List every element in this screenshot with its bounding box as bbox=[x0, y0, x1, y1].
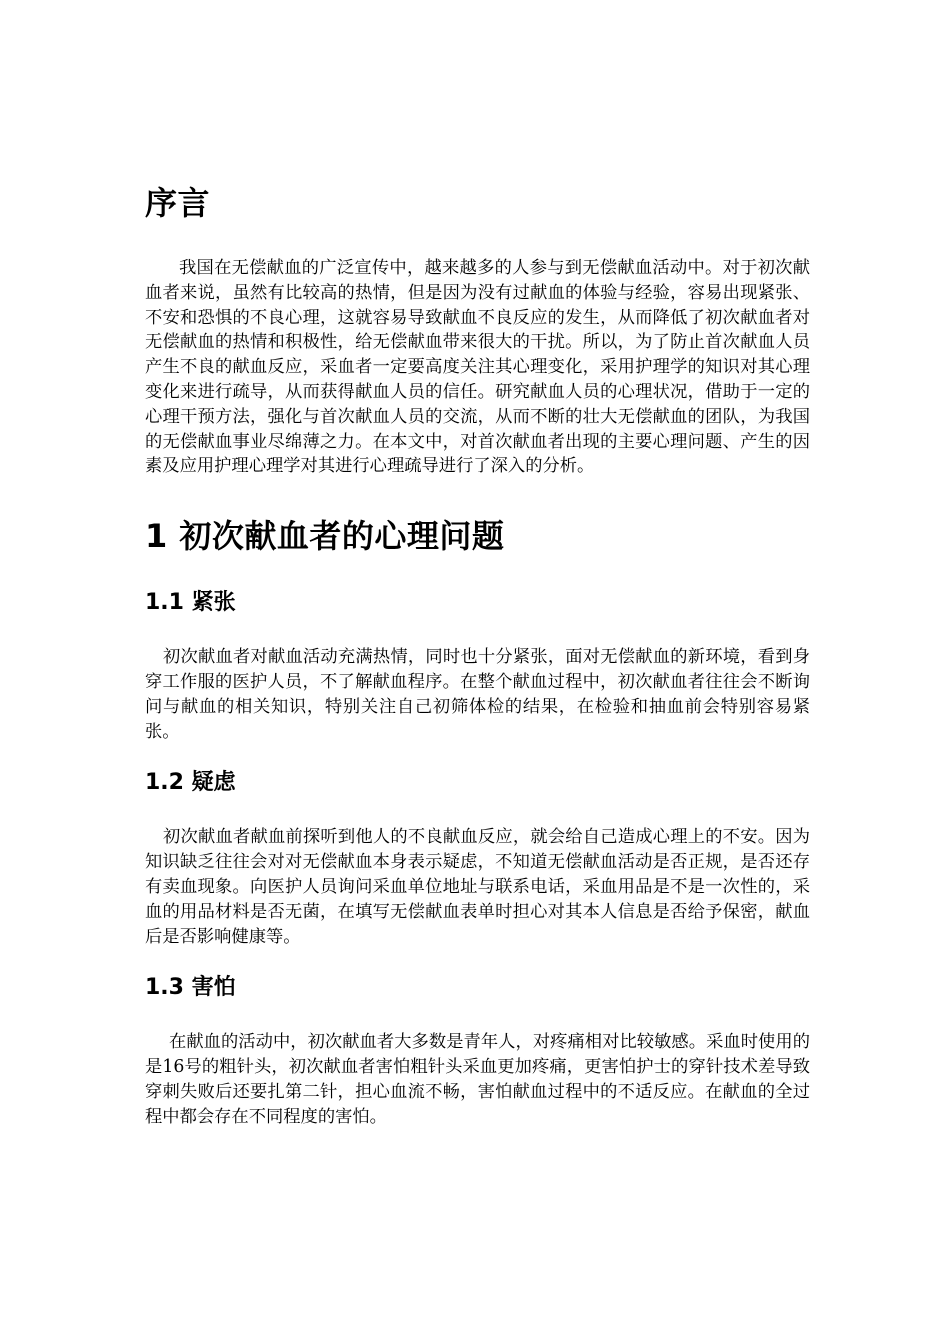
section-1-2-heading: 1.2 疑虑 bbox=[145, 770, 236, 796]
section-1-2-paragraph: 初次献血者献血前探听到他人的不良献血反应，就会给自己造成心理上的不安。因为知识缺乏往往会对对无偿献血本身表示疑虑，不知道无偿献血活动是否正规，是否还存有卖血现象。向医护人员询问采血单位地址与联系电话，采血用品是不是一次性的，采血的用品材料是否无菌，在填写无偿献血表单时担心对其本人信息是否给予保密，献血后是否影响健康等。 bbox=[145, 827, 810, 947]
section-1-3-paragraph: 在献血的活动中，初次献血者大多数是青年人，对疼痛相对比较敏感。采血时使用的是16号的粗针头，初次献血者害怕粗针头采血更加疼痛，更害怕护士的穿针技术差导致穿刺失败后还要扎第二针，担心血流不畅，害怕献血过程中的不适反应。在献血的全过程中都会存在不同程度的害怕。 bbox=[145, 1032, 810, 1127]
section-1-3-heading: 1.3 害怕 bbox=[145, 975, 236, 1001]
document-body bbox=[145, 176, 810, 1130]
preface-heading: 序言 bbox=[145, 184, 211, 222]
section-1-1-heading: 1.1 紧张 bbox=[145, 590, 236, 616]
section-1-heading: 1 初次献血者的心理问题 bbox=[145, 517, 505, 556]
section-1-1-paragraph: 初次献血者对献血活动充满热情，同时也十分紧张，面对无偿献血的新环境，看到身穿工作服的医护人员，不了解献血程序。在整个献血过程中，初次献血者往往会不断询问与献血的相关知识，特别关注自己初筛体检的结果，在检验和抽血前会特别容易紧张。 bbox=[145, 647, 810, 742]
preface-paragraph: 我国在无偿献血的广泛宣传中，越来越多的人参与到无偿献血活动中。对于初次献血者来说，虽然有比较高的热情，但是因为没有过献血的体验与经验，容易出现紧张、不安和恐惧的不良心理，这就容易导致献血不良反应的发生，从而降低了初次献血者对无偿献血的热情和积极性，给无偿献血带来很大的干扰。所以，为了防止首次献血人员产生不良的献血反应，采血者一定要高度关注其心理变化，采用护理学的知识对其心理变化来进行疏导，从而获得献血人员的信任。研究献血人员的心理状况，借助于一定的心理干预方法，强化与首次献血人员的交流，从而不断的壮大无偿献血的团队，为我国的无偿献血事业尽绵薄之力。在本文中，对首次献血者出现的主要心理问题、产生的因素及应用护理心理学对其进行心理疏导进行了深入的分析。 bbox=[145, 258, 810, 477]
